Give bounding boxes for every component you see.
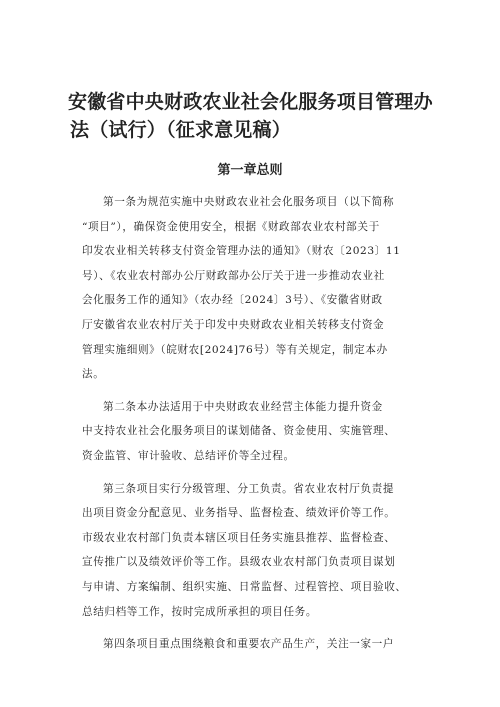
document-title [68,88,438,144]
title-line-1: 安徽省中央财政农业社会化服务项目管理办 [68,91,433,113]
document-body [82,190,430,657]
title-line-2: 法（试行）（征求意见稿） [70,119,291,141]
text-line: 厅安徽省农业农村厅关于印发中央财政农业相关转移支付资金 [82,318,385,331]
text-line: 管理实施细则》（皖财农[2024]76号）等有关规定，制定本办 [82,343,388,356]
text-line: 总结归档等工作，按时完成所承担的项目任务。 [82,605,318,618]
text-line: 资金监管、审计验收、总结评价等全过程。 [82,449,295,462]
article-2 [82,395,430,469]
chapter-heading: 第一章总则 [217,163,283,178]
text-line: 第三条项目实行分级管理、分工负责。省农业农村厅负责提 [103,482,395,495]
text-line: 与申请、方案编制、组织实施、日常监督、过程管控、项目验收、 [82,580,407,593]
text-line: 中支持农业社会化服务项目的谋划储备、资金使用、实施管理、 [82,425,396,438]
text-line: 法。 [82,368,105,381]
article-3 [82,477,430,625]
text-line: 印发农业相关转移支付资金管理办法的通知》（财农〔2023〕11 [82,245,401,258]
article-4 [82,632,430,657]
text-line: 号）、《农业农村部办公厅财政部办公厅关于进一步推动农业社 [82,269,385,282]
text-line: 第二条本办法适用于中央财政农业经营主体能力提升资金 [103,400,383,413]
text-line: 第四条项目重点围绕粮食和重要农产品生产，关注一家一户 [103,638,395,651]
text-line: “项目”），确保资金使用安全，根据《财政部农业农村部关于 [82,220,380,233]
text-line: 会化服务工作的通知》（农办经〔2024〕3号）、《安徽省财政 [82,294,383,307]
text-line: 宣传推广以及绩效评价等工作。县级农业农村部门负责项目谋划 [82,556,396,569]
text-line: 市级农业农村部门负责本辖区项目任务实施县推荐、监督检查、 [82,531,396,544]
text-line: 第一条为规范实施中央财政农业社会化服务项目（以下简称 [103,196,395,208]
article-1 [82,190,430,387]
text-line: 出项目资金分配意见、业务指导、监督检查、绩效评价等工作。 [82,507,396,520]
